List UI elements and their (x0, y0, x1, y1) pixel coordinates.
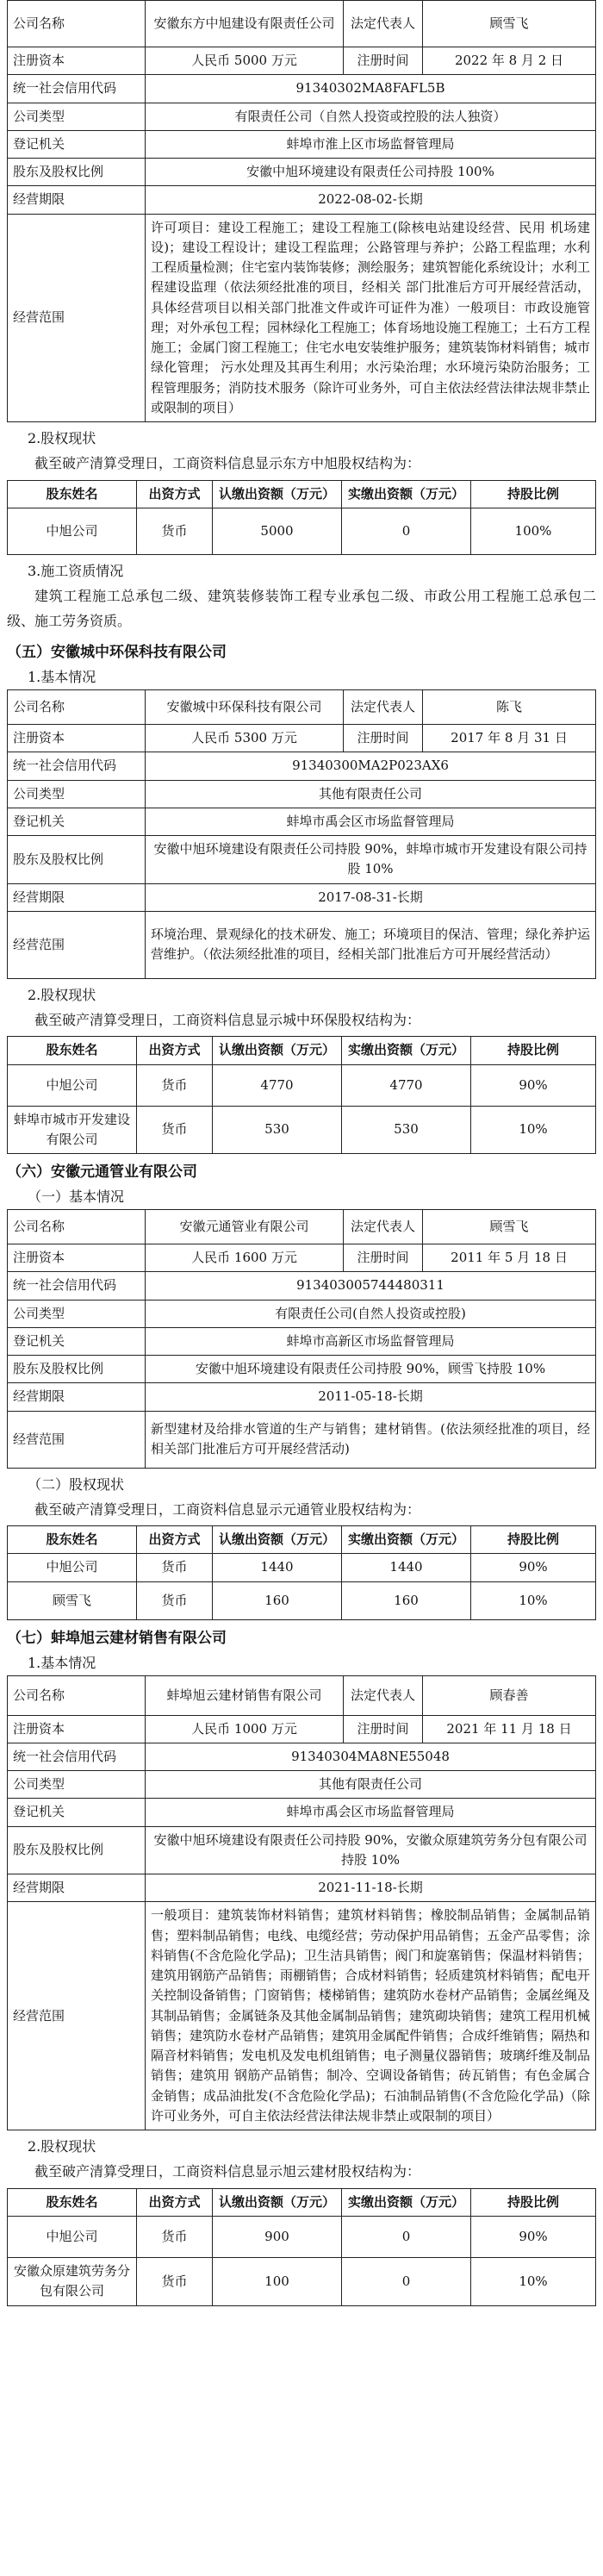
shareholder-name: 中旭公司 (8, 2217, 137, 2258)
label-reg-time: 注册时间 (344, 725, 423, 752)
label-company-type: 公司类型 (8, 1771, 146, 1799)
company1-info-table (7, 0, 596, 422)
company-type: 其他有限责任公司 (146, 1771, 596, 1799)
legal-rep: 顾雪飞 (423, 1210, 596, 1244)
paid-amount: 0 (342, 2258, 471, 2306)
reg-time: 2017 年 8 月 31 日 (423, 725, 596, 752)
company-name: 蚌埠旭云建材销售有限公司 (146, 1675, 344, 1715)
share-ratio: 10% (471, 1106, 596, 1154)
col-method: 出资方式 (137, 1526, 213, 1554)
col-shareholder: 股东姓名 (8, 2188, 137, 2216)
equity-intro: 截至破产清算受理日，工商资料信息显示城中环保股权结构为： (34, 1011, 421, 1028)
reg-capital: 人民币 1000 万元 (146, 1715, 344, 1743)
reg-capital: 人民币 1600 万元 (146, 1244, 344, 1272)
shareholder-name: 中旭公司 (8, 1064, 137, 1106)
table-row (8, 1106, 596, 1154)
company-name: 安徽东方中旭建设有限责任公司 (146, 1, 344, 47)
credit-code: 91340300MA2P023AX6 (146, 752, 596, 780)
share-ratio: 100% (471, 508, 596, 554)
col-method: 出资方式 (137, 1037, 213, 1064)
label-credit-code: 统一社会信用代码 (8, 1743, 146, 1770)
col-ratio: 持股比例 (471, 1526, 596, 1554)
label-term: 经营期限 (8, 883, 146, 911)
share-ratio: 90% (471, 1554, 596, 1581)
credit-code: 91340302MA8FAFL5B (146, 75, 596, 103)
business-term: 2021-11-18-长期 (146, 1874, 596, 1902)
label-legal-rep: 法定代表人 (344, 1, 423, 47)
label-legal-rep: 法定代表人 (344, 1675, 423, 1715)
col-ratio: 持股比例 (471, 1037, 596, 1064)
company3-basic-title: （一）基本情况 (28, 1188, 125, 1206)
contribution-method: 货币 (137, 2258, 213, 2306)
qualification-text: 建筑工程施工总承包二级、建筑装修装饰工程专业承包二级、市政公用工程施工总承包二级、施工劳务资质。 (7, 587, 596, 630)
section-equity-title: 2.股权现状 (28, 2138, 96, 2155)
label-reg-time: 注册时间 (344, 1715, 423, 1743)
label-shareholders: 股东及股权比例 (8, 159, 146, 186)
label-company-type: 公司类型 (8, 780, 146, 808)
company2-info-table (7, 689, 596, 979)
col-shareholder: 股东姓名 (8, 1526, 137, 1554)
label-scope: 经营范围 (8, 214, 146, 422)
shareholder-name: 中旭公司 (8, 1554, 137, 1581)
label-company-name: 公司名称 (8, 1, 146, 47)
paid-amount: 0 (342, 508, 471, 554)
label-term: 经营期限 (8, 1383, 146, 1411)
label-credit-code: 统一社会信用代码 (8, 75, 146, 103)
section-equity-title: 2.股权现状 (28, 986, 96, 1003)
paid-amount: 160 (342, 1581, 471, 1619)
company2-basic-title: 1.基本情况 (28, 669, 96, 686)
legal-rep: 顾春善 (423, 1675, 596, 1715)
business-scope: 环境治理、景观绿化的技术研发、施工；环境项目的保洁、管理；绿化养护运营维护。（依法须经批准的项目，经相关部门批准后方可开展经营活动） (146, 911, 596, 978)
company2-equity-table (7, 1036, 596, 1154)
subscribed-amount: 530 (213, 1106, 342, 1154)
company-type: 其他有限责任公司 (146, 780, 596, 808)
table-row (8, 1064, 596, 1106)
share-ratio: 10% (471, 2258, 596, 2306)
business-scope: 许可项目：建设工程施工；建设工程施工(除核电站建设经营、民用 机场建设)；建设工程设计；建设工程监理；公路管理与养护；公路工程监理；水利工程质量检测；住宅室内装饰装修；测绘服务；建筑智能化系统设计；水利工程建设监理（依法须经批准的项目，经相关 部门批准后方可开展经营活动，具体经营项目以相关部门批准文件或许可证件为准）一般项目：市政设施管理；对外承包工程；园林绿化工程施工；体育场地设施工程施工；土石方工程施工；金属门窗工程施工；住宅水电安装维护服务；建筑装饰材料销售；城市绿化管理； 污水处理及其再生利用；水污染治理；水环境污染防治服务；工程管理服务；消防技术服务（除许可业务外，可自主依法经营法律法规非禁止或限制的项目） (146, 214, 596, 422)
business-term: 2022-08-02-长期 (146, 186, 596, 214)
contribution-method: 货币 (137, 1554, 213, 1581)
label-reg-time: 注册时间 (344, 1244, 423, 1272)
business-term: 2017-08-31-长期 (146, 883, 596, 911)
label-credit-code: 统一社会信用代码 (8, 1272, 146, 1300)
contribution-method: 货币 (137, 1581, 213, 1619)
label-company-name: 公司名称 (8, 690, 146, 725)
company1-equity-table (7, 480, 596, 555)
credit-code: 913403005744480311 (146, 1272, 596, 1300)
company-name: 安徽元通管业有限公司 (146, 1210, 344, 1244)
share-ratio: 90% (471, 2217, 596, 2258)
company4-heading: （七）蚌埠旭云建材销售有限公司 (7, 1629, 227, 1647)
label-reg-authority: 登记机关 (8, 1327, 146, 1355)
col-subscribed: 认缴出资额（万元） (213, 480, 342, 508)
table-row (8, 1581, 596, 1619)
reg-authority: 蚌埠市禹会区市场监督管理局 (146, 808, 596, 835)
shareholder-name: 安徽众原建筑劳务分包有限公司 (8, 2258, 137, 2306)
subscribed-amount: 4770 (213, 1064, 342, 1106)
label-reg-capital: 注册资本 (8, 47, 146, 75)
col-shareholder: 股东姓名 (8, 480, 137, 508)
label-shareholders: 股东及股权比例 (8, 1356, 146, 1383)
reg-time: 2011 年 5 月 18 日 (423, 1244, 596, 1272)
col-ratio: 持股比例 (471, 2188, 596, 2216)
col-paid: 实缴出资额（万元） (342, 480, 471, 508)
label-company-type: 公司类型 (8, 103, 146, 130)
shareholders: 安徽中旭环境建设有限责任公司持股 90%，顾雪飞持股 10% (146, 1356, 596, 1383)
legal-rep: 顾雪飞 (423, 1, 596, 47)
business-scope: 新型建材及给排水管道的生产与销售；建材销售。(依法须经批准的项目，经相关部门批准后方可开展经营活动) (146, 1411, 596, 1468)
label-credit-code: 统一社会信用代码 (8, 752, 146, 780)
reg-authority: 蚌埠市禹会区市场监督管理局 (146, 1799, 596, 1826)
subscribed-amount: 100 (213, 2258, 342, 2306)
shareholders: 安徽中旭环境建设有限责任公司持股 100% (146, 159, 596, 186)
subscribed-amount: 1440 (213, 1554, 342, 1581)
equity-intro: 截至破产清算受理日，工商资料信息显示旭云建材股权结构为： (34, 2163, 421, 2180)
col-ratio: 持股比例 (471, 480, 596, 508)
business-term: 2011-05-18-长期 (146, 1383, 596, 1411)
reg-authority: 蚌埠市淮上区市场监督管理局 (146, 130, 596, 158)
label-legal-rep: 法定代表人 (344, 690, 423, 725)
reg-capital: 人民币 5000 万元 (146, 47, 344, 75)
company4-equity-table (7, 2188, 596, 2306)
table-row (8, 2217, 596, 2258)
label-shareholders: 股东及股权比例 (8, 836, 146, 884)
company4-info-table (7, 1675, 596, 2131)
label-company-name: 公司名称 (8, 1210, 146, 1244)
equity-intro: 截至破产清算受理日，工商资料信息显示东方中旭股权结构为： (34, 455, 421, 471)
reg-authority: 蚌埠市高新区市场监督管理局 (146, 1327, 596, 1355)
subscribed-amount: 160 (213, 1581, 342, 1619)
col-subscribed: 认缴出资额（万元） (213, 2188, 342, 2216)
shareholder-name: 蚌埠市城市开发建设有限公司 (8, 1106, 137, 1154)
shareholder-name: 中旭公司 (8, 508, 137, 554)
label-reg-capital: 注册资本 (8, 725, 146, 752)
share-ratio: 90% (471, 1064, 596, 1106)
company3-info-table (7, 1209, 596, 1469)
legal-rep: 陈飞 (423, 690, 596, 725)
company3-equity-table (7, 1525, 596, 1620)
company3-heading: （六）安徽元通管业有限公司 (7, 1163, 197, 1182)
company1-info (7, 0, 596, 422)
col-method: 出资方式 (137, 480, 213, 508)
table-row (8, 508, 596, 554)
label-reg-authority: 登记机关 (8, 1799, 146, 1826)
col-paid: 实缴出资额（万元） (342, 2188, 471, 2216)
label-legal-rep: 法定代表人 (344, 1210, 423, 1244)
col-shareholder: 股东姓名 (8, 1037, 137, 1064)
shareholder-name: 顾雪飞 (8, 1581, 137, 1619)
share-ratio: 10% (471, 1581, 596, 1619)
label-reg-time: 注册时间 (344, 47, 423, 75)
company-type: 有限责任公司(自然人投资或控股) (146, 1300, 596, 1327)
shareholders: 安徽中旭环境建设有限责任公司持股 90%，蚌埠市城市开发建设有限公司持股 10% (146, 836, 596, 884)
company-type: 有限责任公司（自然人投资或控股的法人独资） (146, 103, 596, 130)
company2-heading: （五）安徽城中环保科技有限公司 (7, 644, 227, 662)
company-name: 安徽城中环保科技有限公司 (146, 690, 344, 725)
label-reg-capital: 注册资本 (8, 1715, 146, 1743)
label-scope: 经营范围 (8, 1411, 146, 1468)
subscribed-amount: 900 (213, 2217, 342, 2258)
label-company-type: 公司类型 (8, 1300, 146, 1327)
table-row (8, 1554, 596, 1581)
reg-capital: 人民币 5300 万元 (146, 725, 344, 752)
section-equity-title: 2.股权现状 (28, 430, 96, 446)
company4-basic-title: 1.基本情况 (28, 1654, 96, 1671)
contribution-method: 货币 (137, 508, 213, 554)
section-equity-title: （二）股权现状 (28, 1475, 125, 1493)
paid-amount: 0 (342, 2217, 471, 2258)
label-scope: 经营范围 (8, 911, 146, 978)
label-reg-authority: 登记机关 (8, 130, 146, 158)
label-reg-capital: 注册资本 (8, 1244, 146, 1272)
equity-intro: 截至破产清算受理日，工商资料信息显示元通管业股权结构为： (34, 1500, 421, 1518)
col-method: 出资方式 (137, 2188, 213, 2216)
section-qualification-title: 3.施工资质情况 (28, 562, 124, 579)
subscribed-amount: 5000 (213, 508, 342, 554)
paid-amount: 1440 (342, 1554, 471, 1581)
reg-time: 2022 年 8 月 2 日 (423, 47, 596, 75)
credit-code: 91340304MA8NE55048 (146, 1743, 596, 1770)
label-company-name: 公司名称 (8, 1675, 146, 1715)
contribution-method: 货币 (137, 2217, 213, 2258)
label-term: 经营期限 (8, 186, 146, 214)
col-paid: 实缴出资额（万元） (342, 1526, 471, 1554)
table-row (8, 2258, 596, 2306)
paid-amount: 530 (342, 1106, 471, 1154)
label-reg-authority: 登记机关 (8, 808, 146, 835)
reg-time: 2021 年 11 月 18 日 (423, 1715, 596, 1743)
label-shareholders: 股东及股权比例 (8, 1826, 146, 1874)
contribution-method: 货币 (137, 1064, 213, 1106)
col-subscribed: 认缴出资额（万元） (213, 1037, 342, 1064)
paid-amount: 4770 (342, 1064, 471, 1106)
business-scope: 一般项目：建筑装饰材料销售；建筑材料销售；橡胶制品销售；金属制品销售；塑料制品销售；电线、电缆经营；劳动保护用品销售；五金产品零售；涂料销售(不含危险化学品)；卫生洁具销售；阀门和旋塞销售；保温材料销售；建筑用钢筋产品销售；雨棚销售；合成材料销售；轻质建筑材料销售；配电开关控制设备销售；门窗销售；楼梯销售；建筑防水卷材产品销售；金属丝绳及其制品销售；金属链条及其他金属制品销售；建筑砌块销售；建筑工程用机械销售；建筑防水卷材产品销售；建筑用金属配件销售；合成纤维销售；隔热和隔音材料销售；发电机及发电机组销售；电子测量仪器销售；玻璃纤维及制品销售；建筑用 钢筋产品销售；制冷、空调设备销售；砖瓦销售；有色金属合金销售；成品油批发(不含危险化学品)；石油制品销售(不含危险化学品)（除许可业务外，可自主依法经营法律法规非禁止或限制的项目） (146, 1902, 596, 2130)
shareholders: 安徽中旭环境建设有限责任公司持股 90%，安徽众原建筑劳务分包有限公司持股 10% (146, 1826, 596, 1874)
label-term: 经营期限 (8, 1874, 146, 1902)
contribution-method: 货币 (137, 1106, 213, 1154)
label-scope: 经营范围 (8, 1902, 146, 2130)
col-subscribed: 认缴出资额（万元） (213, 1526, 342, 1554)
col-paid: 实缴出资额（万元） (342, 1037, 471, 1064)
